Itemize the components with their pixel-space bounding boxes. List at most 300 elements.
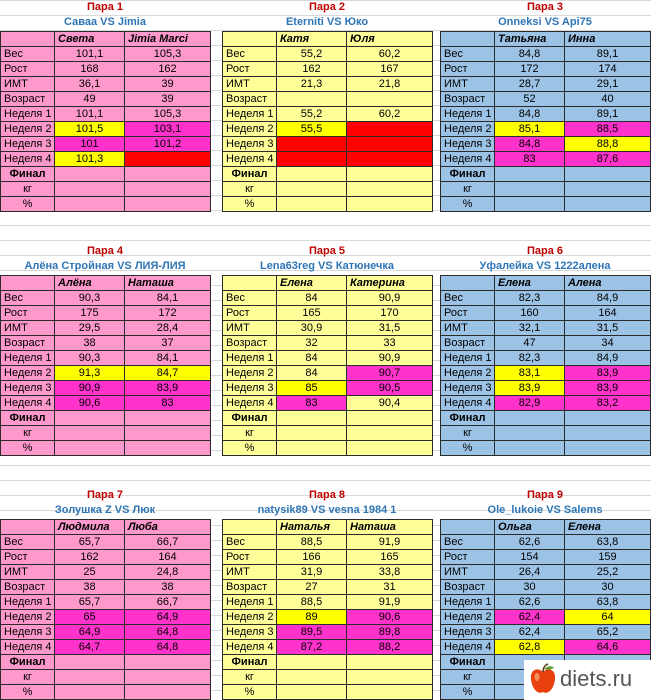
value-cell[interactable]: 64,7 xyxy=(55,640,125,655)
value-cell[interactable]: 39 xyxy=(125,77,211,92)
row-label[interactable]: Вес xyxy=(223,535,277,550)
value-cell[interactable]: 25 xyxy=(55,565,125,580)
value-cell[interactable]: 64,8 xyxy=(125,625,211,640)
value-cell[interactable]: 28,7 xyxy=(495,77,565,92)
value-cell[interactable] xyxy=(125,685,211,700)
row-label[interactable]: Вес xyxy=(1,47,55,62)
value-cell[interactable]: 62,4 xyxy=(495,625,565,640)
value-cell[interactable] xyxy=(565,426,651,441)
percent-row-label[interactable]: % xyxy=(1,685,55,700)
header-blank-cell[interactable] xyxy=(223,520,277,535)
value-cell[interactable]: 47 xyxy=(495,336,565,351)
value-cell[interactable]: 28,4 xyxy=(125,321,211,336)
value-cell[interactable]: 167 xyxy=(347,62,433,77)
row-label[interactable]: Неделя 1 xyxy=(1,107,55,122)
row-label[interactable]: ИМТ xyxy=(223,77,277,92)
value-cell[interactable]: 90,6 xyxy=(55,396,125,411)
value-cell[interactable] xyxy=(125,411,211,426)
row-label[interactable]: ИМТ xyxy=(441,321,495,336)
header-blank-cell[interactable] xyxy=(441,520,495,535)
value-cell[interactable]: 101,1 xyxy=(55,107,125,122)
participant-1-name[interactable]: Татьяна xyxy=(495,32,565,47)
value-cell[interactable]: 63,8 xyxy=(565,535,651,550)
row-label[interactable]: Неделя 2 xyxy=(223,610,277,625)
value-cell[interactable] xyxy=(565,411,651,426)
value-cell[interactable]: 87,6 xyxy=(565,152,651,167)
kg-row-label[interactable]: кг xyxy=(1,670,55,685)
value-cell[interactable] xyxy=(277,411,347,426)
value-cell[interactable]: 89,5 xyxy=(277,625,347,640)
row-label[interactable]: Рост xyxy=(441,550,495,565)
value-cell[interactable] xyxy=(565,441,651,456)
value-cell[interactable] xyxy=(565,197,651,212)
value-cell[interactable] xyxy=(55,426,125,441)
value-cell[interactable]: 87,2 xyxy=(277,640,347,655)
value-cell[interactable]: 90,4 xyxy=(347,396,433,411)
value-cell[interactable] xyxy=(277,137,347,152)
value-cell[interactable]: 160 xyxy=(495,306,565,321)
value-cell[interactable]: 65,2 xyxy=(565,625,651,640)
value-cell[interactable] xyxy=(347,685,433,700)
value-cell[interactable] xyxy=(125,441,211,456)
value-cell[interactable]: 101,3 xyxy=(55,152,125,167)
value-cell[interactable]: 101,1 xyxy=(55,47,125,62)
percent-row-label[interactable]: % xyxy=(223,441,277,456)
value-cell[interactable]: 38 xyxy=(125,580,211,595)
value-cell[interactable] xyxy=(347,122,433,137)
value-cell[interactable]: 62,4 xyxy=(495,610,565,625)
header-blank-cell[interactable] xyxy=(223,276,277,291)
value-cell[interactable]: 84,7 xyxy=(125,366,211,381)
row-label[interactable]: Неделя 4 xyxy=(1,396,55,411)
kg-row-label[interactable]: кг xyxy=(1,426,55,441)
value-cell[interactable]: 65 xyxy=(55,610,125,625)
value-cell[interactable] xyxy=(277,441,347,456)
value-cell[interactable]: 83,1 xyxy=(495,366,565,381)
value-cell[interactable]: 55,2 xyxy=(277,47,347,62)
value-cell[interactable]: 60,2 xyxy=(347,107,433,122)
row-label[interactable]: Рост xyxy=(223,550,277,565)
value-cell[interactable]: 84,9 xyxy=(565,351,651,366)
participant-2-name[interactable]: Юля xyxy=(347,32,433,47)
row-label[interactable]: Неделя 4 xyxy=(441,640,495,655)
header-blank-cell[interactable] xyxy=(441,32,495,47)
header-blank-cell[interactable] xyxy=(441,276,495,291)
participant-1-name[interactable]: Света xyxy=(55,32,125,47)
value-cell[interactable]: 32 xyxy=(277,336,347,351)
value-cell[interactable]: 26,4 xyxy=(495,565,565,580)
value-cell[interactable]: 91,9 xyxy=(347,595,433,610)
value-cell[interactable]: 91,9 xyxy=(347,535,433,550)
row-label[interactable]: ИМТ xyxy=(1,77,55,92)
final-row-label[interactable]: Финал xyxy=(441,655,495,670)
value-cell[interactable]: 90,3 xyxy=(55,291,125,306)
row-label[interactable]: Рост xyxy=(1,62,55,77)
kg-row-label[interactable]: кг xyxy=(441,670,495,685)
kg-row-label[interactable]: кг xyxy=(441,182,495,197)
value-cell[interactable] xyxy=(347,670,433,685)
value-cell[interactable]: 55,2 xyxy=(277,107,347,122)
participant-1-name[interactable]: Катя xyxy=(277,32,347,47)
value-cell[interactable]: 172 xyxy=(125,306,211,321)
value-cell[interactable]: 64,8 xyxy=(125,640,211,655)
value-cell[interactable] xyxy=(55,197,125,212)
row-label[interactable]: Неделя 4 xyxy=(223,396,277,411)
value-cell[interactable]: 38 xyxy=(55,580,125,595)
value-cell[interactable]: 62,8 xyxy=(495,640,565,655)
row-label[interactable]: Вес xyxy=(441,291,495,306)
value-cell[interactable]: 83 xyxy=(125,396,211,411)
value-cell[interactable]: 38 xyxy=(55,336,125,351)
value-cell[interactable] xyxy=(565,182,651,197)
percent-row-label[interactable]: % xyxy=(223,197,277,212)
value-cell[interactable]: 90,9 xyxy=(347,351,433,366)
value-cell[interactable]: 154 xyxy=(495,550,565,565)
value-cell[interactable]: 82,9 xyxy=(495,396,565,411)
value-cell[interactable]: 29,1 xyxy=(565,77,651,92)
value-cell[interactable]: 33 xyxy=(347,336,433,351)
percent-row-label[interactable]: % xyxy=(441,197,495,212)
value-cell[interactable] xyxy=(347,152,433,167)
kg-row-label[interactable]: кг xyxy=(1,182,55,197)
value-cell[interactable]: 165 xyxy=(277,306,347,321)
header-blank-cell[interactable] xyxy=(223,32,277,47)
value-cell[interactable]: 90,6 xyxy=(347,610,433,625)
value-cell[interactable] xyxy=(55,441,125,456)
row-label[interactable]: Возраст xyxy=(1,336,55,351)
row-label[interactable]: Вес xyxy=(1,535,55,550)
participant-2-name[interactable]: Наташа xyxy=(347,520,433,535)
value-cell[interactable]: 85,1 xyxy=(495,122,565,137)
row-label[interactable]: Рост xyxy=(441,306,495,321)
kg-row-label[interactable]: кг xyxy=(223,670,277,685)
row-label[interactable]: Вес xyxy=(441,535,495,550)
value-cell[interactable]: 30,9 xyxy=(277,321,347,336)
value-cell[interactable] xyxy=(277,92,347,107)
kg-row-label[interactable]: кг xyxy=(223,426,277,441)
value-cell[interactable]: 62,6 xyxy=(495,595,565,610)
row-label[interactable]: Неделя 2 xyxy=(1,366,55,381)
value-cell[interactable]: 83,9 xyxy=(565,366,651,381)
participant-2-name[interactable]: Люба xyxy=(125,520,211,535)
value-cell[interactable] xyxy=(347,655,433,670)
value-cell[interactable] xyxy=(347,92,433,107)
value-cell[interactable]: 64,9 xyxy=(125,610,211,625)
final-row-label[interactable]: Финал xyxy=(1,411,55,426)
value-cell[interactable]: 36,1 xyxy=(55,77,125,92)
value-cell[interactable]: 88,5 xyxy=(565,122,651,137)
kg-row-label[interactable]: кг xyxy=(223,182,277,197)
row-label[interactable]: Неделя 1 xyxy=(223,595,277,610)
value-cell[interactable]: 30 xyxy=(495,580,565,595)
value-cell[interactable] xyxy=(495,197,565,212)
final-row-label[interactable]: Финал xyxy=(223,655,277,670)
value-cell[interactable]: 162 xyxy=(55,550,125,565)
row-label[interactable]: Неделя 2 xyxy=(223,122,277,137)
value-cell[interactable]: 84 xyxy=(277,291,347,306)
row-label[interactable]: Неделя 3 xyxy=(441,137,495,152)
kg-row-label[interactable]: кг xyxy=(441,426,495,441)
participant-1-name[interactable]: Елена xyxy=(495,276,565,291)
row-label[interactable]: Рост xyxy=(1,550,55,565)
value-cell[interactable]: 64,9 xyxy=(55,625,125,640)
value-cell[interactable]: 64 xyxy=(565,610,651,625)
value-cell[interactable]: 90,5 xyxy=(347,381,433,396)
row-label[interactable]: Неделя 2 xyxy=(223,366,277,381)
value-cell[interactable]: 82,3 xyxy=(495,291,565,306)
value-cell[interactable]: 60,2 xyxy=(347,47,433,62)
value-cell[interactable] xyxy=(495,426,565,441)
value-cell[interactable]: 88,2 xyxy=(347,640,433,655)
value-cell[interactable]: 88,5 xyxy=(277,535,347,550)
value-cell[interactable]: 101,5 xyxy=(55,122,125,137)
value-cell[interactable]: 166 xyxy=(277,550,347,565)
value-cell[interactable]: 83,9 xyxy=(495,381,565,396)
row-label[interactable]: Неделя 1 xyxy=(441,107,495,122)
row-label[interactable]: Рост xyxy=(223,62,277,77)
value-cell[interactable]: 89 xyxy=(277,610,347,625)
row-label[interactable]: Неделя 3 xyxy=(441,381,495,396)
value-cell[interactable]: 63,8 xyxy=(565,595,651,610)
value-cell[interactable]: 24,8 xyxy=(125,565,211,580)
value-cell[interactable]: 159 xyxy=(565,550,651,565)
value-cell[interactable]: 172 xyxy=(495,62,565,77)
value-cell[interactable] xyxy=(125,182,211,197)
row-label[interactable]: Вес xyxy=(223,47,277,62)
value-cell[interactable]: 66,7 xyxy=(125,535,211,550)
value-cell[interactable]: 31 xyxy=(347,580,433,595)
participant-2-name[interactable]: Алена xyxy=(565,276,651,291)
value-cell[interactable]: 49 xyxy=(55,92,125,107)
value-cell[interactable] xyxy=(347,426,433,441)
value-cell[interactable]: 83,9 xyxy=(565,381,651,396)
value-cell[interactable]: 31,5 xyxy=(347,321,433,336)
participant-2-name[interactable]: Jimia Marci xyxy=(125,32,211,47)
value-cell[interactable]: 84,8 xyxy=(495,137,565,152)
row-label[interactable]: Неделя 1 xyxy=(223,107,277,122)
row-label[interactable]: Возраст xyxy=(223,92,277,107)
row-label[interactable]: Неделя 4 xyxy=(441,152,495,167)
value-cell[interactable]: 66,7 xyxy=(125,595,211,610)
value-cell[interactable]: 90,9 xyxy=(347,291,433,306)
value-cell[interactable] xyxy=(347,197,433,212)
row-label[interactable]: Неделя 2 xyxy=(441,610,495,625)
row-label[interactable]: Рост xyxy=(1,306,55,321)
row-label[interactable]: Неделя 2 xyxy=(1,610,55,625)
participant-1-name[interactable]: Алёна xyxy=(55,276,125,291)
value-cell[interactable]: 101,2 xyxy=(125,137,211,152)
value-cell[interactable]: 101 xyxy=(55,137,125,152)
participant-1-name[interactable]: Ольга xyxy=(495,520,565,535)
value-cell[interactable]: 175 xyxy=(55,306,125,321)
row-label[interactable]: Возраст xyxy=(1,92,55,107)
value-cell[interactable] xyxy=(125,152,211,167)
row-label[interactable]: Неделя 2 xyxy=(1,122,55,137)
final-row-label[interactable]: Финал xyxy=(441,167,495,182)
value-cell[interactable]: 64,6 xyxy=(565,640,651,655)
row-label[interactable]: Вес xyxy=(223,291,277,306)
value-cell[interactable] xyxy=(55,182,125,197)
row-label[interactable]: Неделя 3 xyxy=(223,137,277,152)
value-cell[interactable]: 165 xyxy=(347,550,433,565)
value-cell[interactable] xyxy=(495,441,565,456)
value-cell[interactable]: 168 xyxy=(55,62,125,77)
value-cell[interactable] xyxy=(125,655,211,670)
value-cell[interactable]: 27 xyxy=(277,580,347,595)
value-cell[interactable]: 32,1 xyxy=(495,321,565,336)
row-label[interactable]: Неделя 3 xyxy=(1,625,55,640)
value-cell[interactable] xyxy=(347,411,433,426)
value-cell[interactable]: 34 xyxy=(565,336,651,351)
percent-row-label[interactable]: % xyxy=(223,685,277,700)
value-cell[interactable] xyxy=(347,167,433,182)
value-cell[interactable]: 164 xyxy=(125,550,211,565)
value-cell[interactable]: 83,9 xyxy=(125,381,211,396)
row-label[interactable]: Неделя 1 xyxy=(441,595,495,610)
participant-2-name[interactable]: Инна xyxy=(565,32,651,47)
row-label[interactable]: Возраст xyxy=(441,92,495,107)
value-cell[interactable] xyxy=(347,182,433,197)
final-row-label[interactable]: Финал xyxy=(223,411,277,426)
participant-1-name[interactable]: Людмила xyxy=(55,520,125,535)
value-cell[interactable] xyxy=(55,670,125,685)
value-cell[interactable]: 83 xyxy=(495,152,565,167)
row-label[interactable]: Возраст xyxy=(1,580,55,595)
value-cell[interactable]: 90,7 xyxy=(347,366,433,381)
row-label[interactable]: Возраст xyxy=(223,580,277,595)
row-label[interactable]: Неделя 1 xyxy=(1,351,55,366)
row-label[interactable]: ИМТ xyxy=(441,565,495,580)
value-cell[interactable] xyxy=(55,685,125,700)
final-row-label[interactable]: Финал xyxy=(1,167,55,182)
value-cell[interactable]: 83 xyxy=(277,396,347,411)
value-cell[interactable] xyxy=(277,152,347,167)
value-cell[interactable]: 31,9 xyxy=(277,565,347,580)
value-cell[interactable]: 85 xyxy=(277,381,347,396)
value-cell[interactable]: 83,2 xyxy=(565,396,651,411)
participant-2-name[interactable]: Катерина xyxy=(347,276,433,291)
value-cell[interactable]: 25,2 xyxy=(565,565,651,580)
value-cell[interactable]: 30 xyxy=(565,580,651,595)
row-label[interactable]: Возраст xyxy=(223,336,277,351)
final-row-label[interactable]: Финал xyxy=(441,411,495,426)
value-cell[interactable]: 84 xyxy=(277,351,347,366)
value-cell[interactable] xyxy=(125,426,211,441)
value-cell[interactable] xyxy=(125,670,211,685)
value-cell[interactable]: 84,8 xyxy=(495,107,565,122)
value-cell[interactable] xyxy=(55,655,125,670)
header-blank-cell[interactable] xyxy=(1,32,55,47)
value-cell[interactable]: 89,1 xyxy=(565,107,651,122)
value-cell[interactable]: 29,5 xyxy=(55,321,125,336)
value-cell[interactable] xyxy=(347,441,433,456)
percent-row-label[interactable]: % xyxy=(441,441,495,456)
value-cell[interactable]: 82,3 xyxy=(495,351,565,366)
value-cell[interactable]: 84,1 xyxy=(125,351,211,366)
value-cell[interactable]: 162 xyxy=(125,62,211,77)
value-cell[interactable]: 174 xyxy=(565,62,651,77)
value-cell[interactable] xyxy=(125,167,211,182)
row-label[interactable]: Неделя 2 xyxy=(441,366,495,381)
value-cell[interactable] xyxy=(565,167,651,182)
value-cell[interactable] xyxy=(495,411,565,426)
participant-1-name[interactable]: Елена xyxy=(277,276,347,291)
value-cell[interactable]: 84,1 xyxy=(125,291,211,306)
final-row-label[interactable]: Финал xyxy=(1,655,55,670)
value-cell[interactable]: 164 xyxy=(565,306,651,321)
value-cell[interactable]: 103,1 xyxy=(125,122,211,137)
value-cell[interactable] xyxy=(495,182,565,197)
row-label[interactable]: Неделя 3 xyxy=(1,137,55,152)
row-label[interactable]: ИМТ xyxy=(223,321,277,336)
value-cell[interactable]: 65,7 xyxy=(55,595,125,610)
row-label[interactable]: Неделя 3 xyxy=(1,381,55,396)
header-blank-cell[interactable] xyxy=(1,520,55,535)
row-label[interactable]: Вес xyxy=(441,47,495,62)
value-cell[interactable]: 33,8 xyxy=(347,565,433,580)
row-label[interactable]: Неделя 4 xyxy=(1,640,55,655)
value-cell[interactable]: 91,3 xyxy=(55,366,125,381)
row-label[interactable]: Вес xyxy=(1,291,55,306)
participant-2-name[interactable]: Елена xyxy=(565,520,651,535)
participant-1-name[interactable]: Наталья xyxy=(277,520,347,535)
value-cell[interactable]: 65,7 xyxy=(55,535,125,550)
value-cell[interactable]: 90,3 xyxy=(55,351,125,366)
value-cell[interactable] xyxy=(277,685,347,700)
percent-row-label[interactable]: % xyxy=(1,441,55,456)
value-cell[interactable] xyxy=(55,167,125,182)
value-cell[interactable]: 21,3 xyxy=(277,77,347,92)
row-label[interactable]: Рост xyxy=(441,62,495,77)
value-cell[interactable]: 39 xyxy=(125,92,211,107)
participant-2-name[interactable]: Наташа xyxy=(125,276,211,291)
row-label[interactable]: Неделя 4 xyxy=(223,640,277,655)
value-cell[interactable]: 62,6 xyxy=(495,535,565,550)
row-label[interactable]: Неделя 4 xyxy=(441,396,495,411)
row-label[interactable]: Неделя 4 xyxy=(1,152,55,167)
value-cell[interactable] xyxy=(495,167,565,182)
value-cell[interactable] xyxy=(277,197,347,212)
percent-row-label[interactable]: % xyxy=(441,685,495,700)
value-cell[interactable] xyxy=(347,137,433,152)
row-label[interactable]: Неделя 1 xyxy=(1,595,55,610)
row-label[interactable]: Неделя 3 xyxy=(441,625,495,640)
value-cell[interactable]: 21,8 xyxy=(347,77,433,92)
value-cell[interactable]: 84,8 xyxy=(495,47,565,62)
row-label[interactable]: Неделя 1 xyxy=(223,351,277,366)
row-label[interactable]: Неделя 1 xyxy=(441,351,495,366)
percent-row-label[interactable]: % xyxy=(1,197,55,212)
value-cell[interactable]: 40 xyxy=(565,92,651,107)
value-cell[interactable]: 37 xyxy=(125,336,211,351)
value-cell[interactable] xyxy=(277,426,347,441)
value-cell[interactable] xyxy=(277,670,347,685)
value-cell[interactable] xyxy=(125,197,211,212)
value-cell[interactable] xyxy=(55,411,125,426)
value-cell[interactable]: 52 xyxy=(495,92,565,107)
row-label[interactable]: Возраст xyxy=(441,580,495,595)
header-blank-cell[interactable] xyxy=(1,276,55,291)
value-cell[interactable]: 89,1 xyxy=(565,47,651,62)
row-label[interactable]: ИМТ xyxy=(223,565,277,580)
row-label[interactable]: ИМТ xyxy=(441,77,495,92)
row-label[interactable]: Возраст xyxy=(441,336,495,351)
value-cell[interactable]: 84,9 xyxy=(565,291,651,306)
row-label[interactable]: Неделя 4 xyxy=(223,152,277,167)
row-label[interactable]: ИМТ xyxy=(1,321,55,336)
value-cell[interactable]: 88,8 xyxy=(565,137,651,152)
value-cell[interactable]: 31,5 xyxy=(565,321,651,336)
